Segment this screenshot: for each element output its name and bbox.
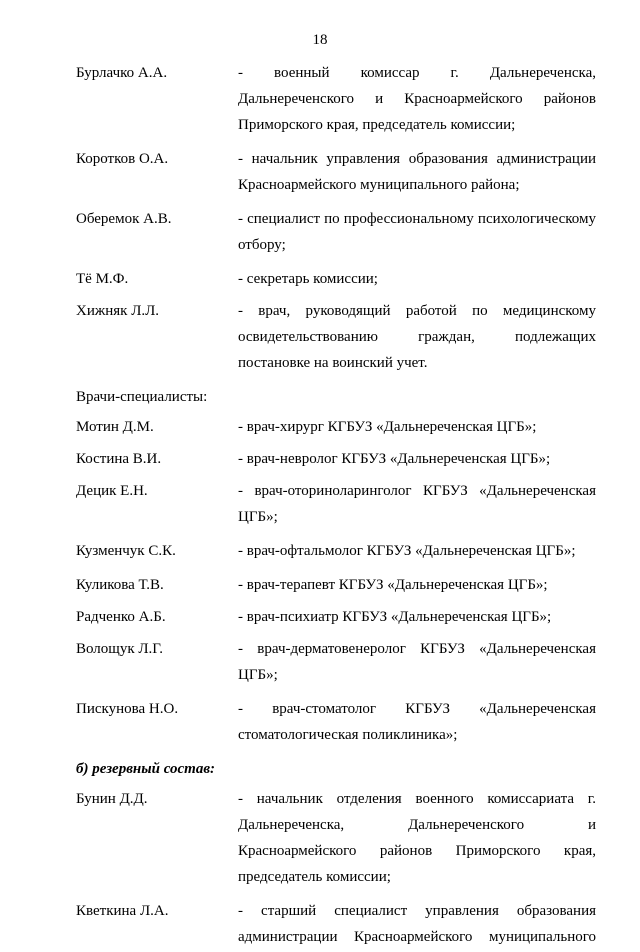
specialists-heading: Врачи-специалисты: [76,389,208,405]
member-role: - секретарь комиссии; [238,271,378,287]
specialist-name: Кузменчук С.К. [76,543,176,559]
member-row [76,298,596,376]
specialist-name: Костина В.И. [76,451,162,467]
reserve-role: - начальник отделения военного комиссариата г. Дальнереченска, Дальнереченского и Красноармейского районов Приморского края, председатель комиссии; [238,791,596,885]
page-number: 18 [312,32,328,48]
specialist-name: Пискунова Н.О. [76,701,179,717]
specialist-row [76,538,596,564]
specialist-name: Мотин Д.М. [76,419,154,435]
member-row [76,60,596,138]
document-body [76,60,596,952]
reserve-role: - старший специалист управления образования администрации Красноармейского муниципального [238,903,596,945]
member-name: Коротков О.А. [76,151,169,167]
specialist-row [76,572,596,598]
reserve-name: Бунин Д.Д. [76,791,148,807]
specialist-row [76,414,596,440]
member-row [76,266,596,292]
specialist-role: - врач-офтальмолог КГБУЗ «Дальнереченская ЦГБ»; [238,543,576,559]
reserve-heading: б) резервный состав: [76,761,216,777]
specialist-role: - врач-оториноларинголог КГБУЗ «Дальнереченская ЦГБ»; [238,483,596,525]
reserve-row [76,786,596,890]
member-name: Бурлачко А.А. [76,65,168,81]
specialist-name: Радченко А.Б. [76,609,166,625]
specialist-role: - врач-психиатр КГБУЗ «Дальнереченская ЦГБ»; [238,609,552,625]
member-role: - военный комиссар г. Дальнереченска, Дальнереченского и Красноармейского районов Приморского края, председатель комиссии; [238,65,596,133]
member-role: - специалист по профессиональному психологическому отбору; [238,211,596,253]
member-row [76,146,596,198]
specialist-role: - врач-терапевт КГБУЗ «Дальнереченская ЦГБ»; [238,577,548,593]
member-name: Тё М.Ф. [76,271,129,287]
member-row [76,206,596,258]
specialist-row [76,446,596,472]
specialist-role: - врач-невролог КГБУЗ «Дальнереченская ЦГБ»; [238,451,551,467]
specialist-name: Волощук Л.Г. [76,641,164,657]
reserve-name: Кветкина Л.А. [76,903,169,919]
member-name: Хижняк Л.Л. [76,303,160,319]
specialist-row [76,604,596,630]
specialist-role: - врач-стоматолог КГБУЗ «Дальнереченская стоматологическая поликлиника»; [238,701,596,743]
specialist-row [76,478,596,530]
specialist-row [76,696,596,748]
member-role: - начальник управления образования администрации Красноармейского муниципального района; [238,151,596,193]
member-role: - врач, руководящий работой по медицинскому освидетельствованию граждан, подлежащих постановке на воинский учет. [238,303,596,371]
specialist-role: - врач-дерматовенеролог КГБУЗ «Дальнереченская ЦГБ»; [238,641,596,683]
specialist-name: Куликова Т.В. [76,577,164,593]
specialist-name: Децик Е.Н. [76,483,148,499]
specialist-row [76,636,596,688]
reserve-row [76,898,596,950]
member-name: Оберемок А.В. [76,211,172,227]
specialist-role: - врач-хирург КГБУЗ «Дальнереченская ЦГБ»; [238,419,537,435]
